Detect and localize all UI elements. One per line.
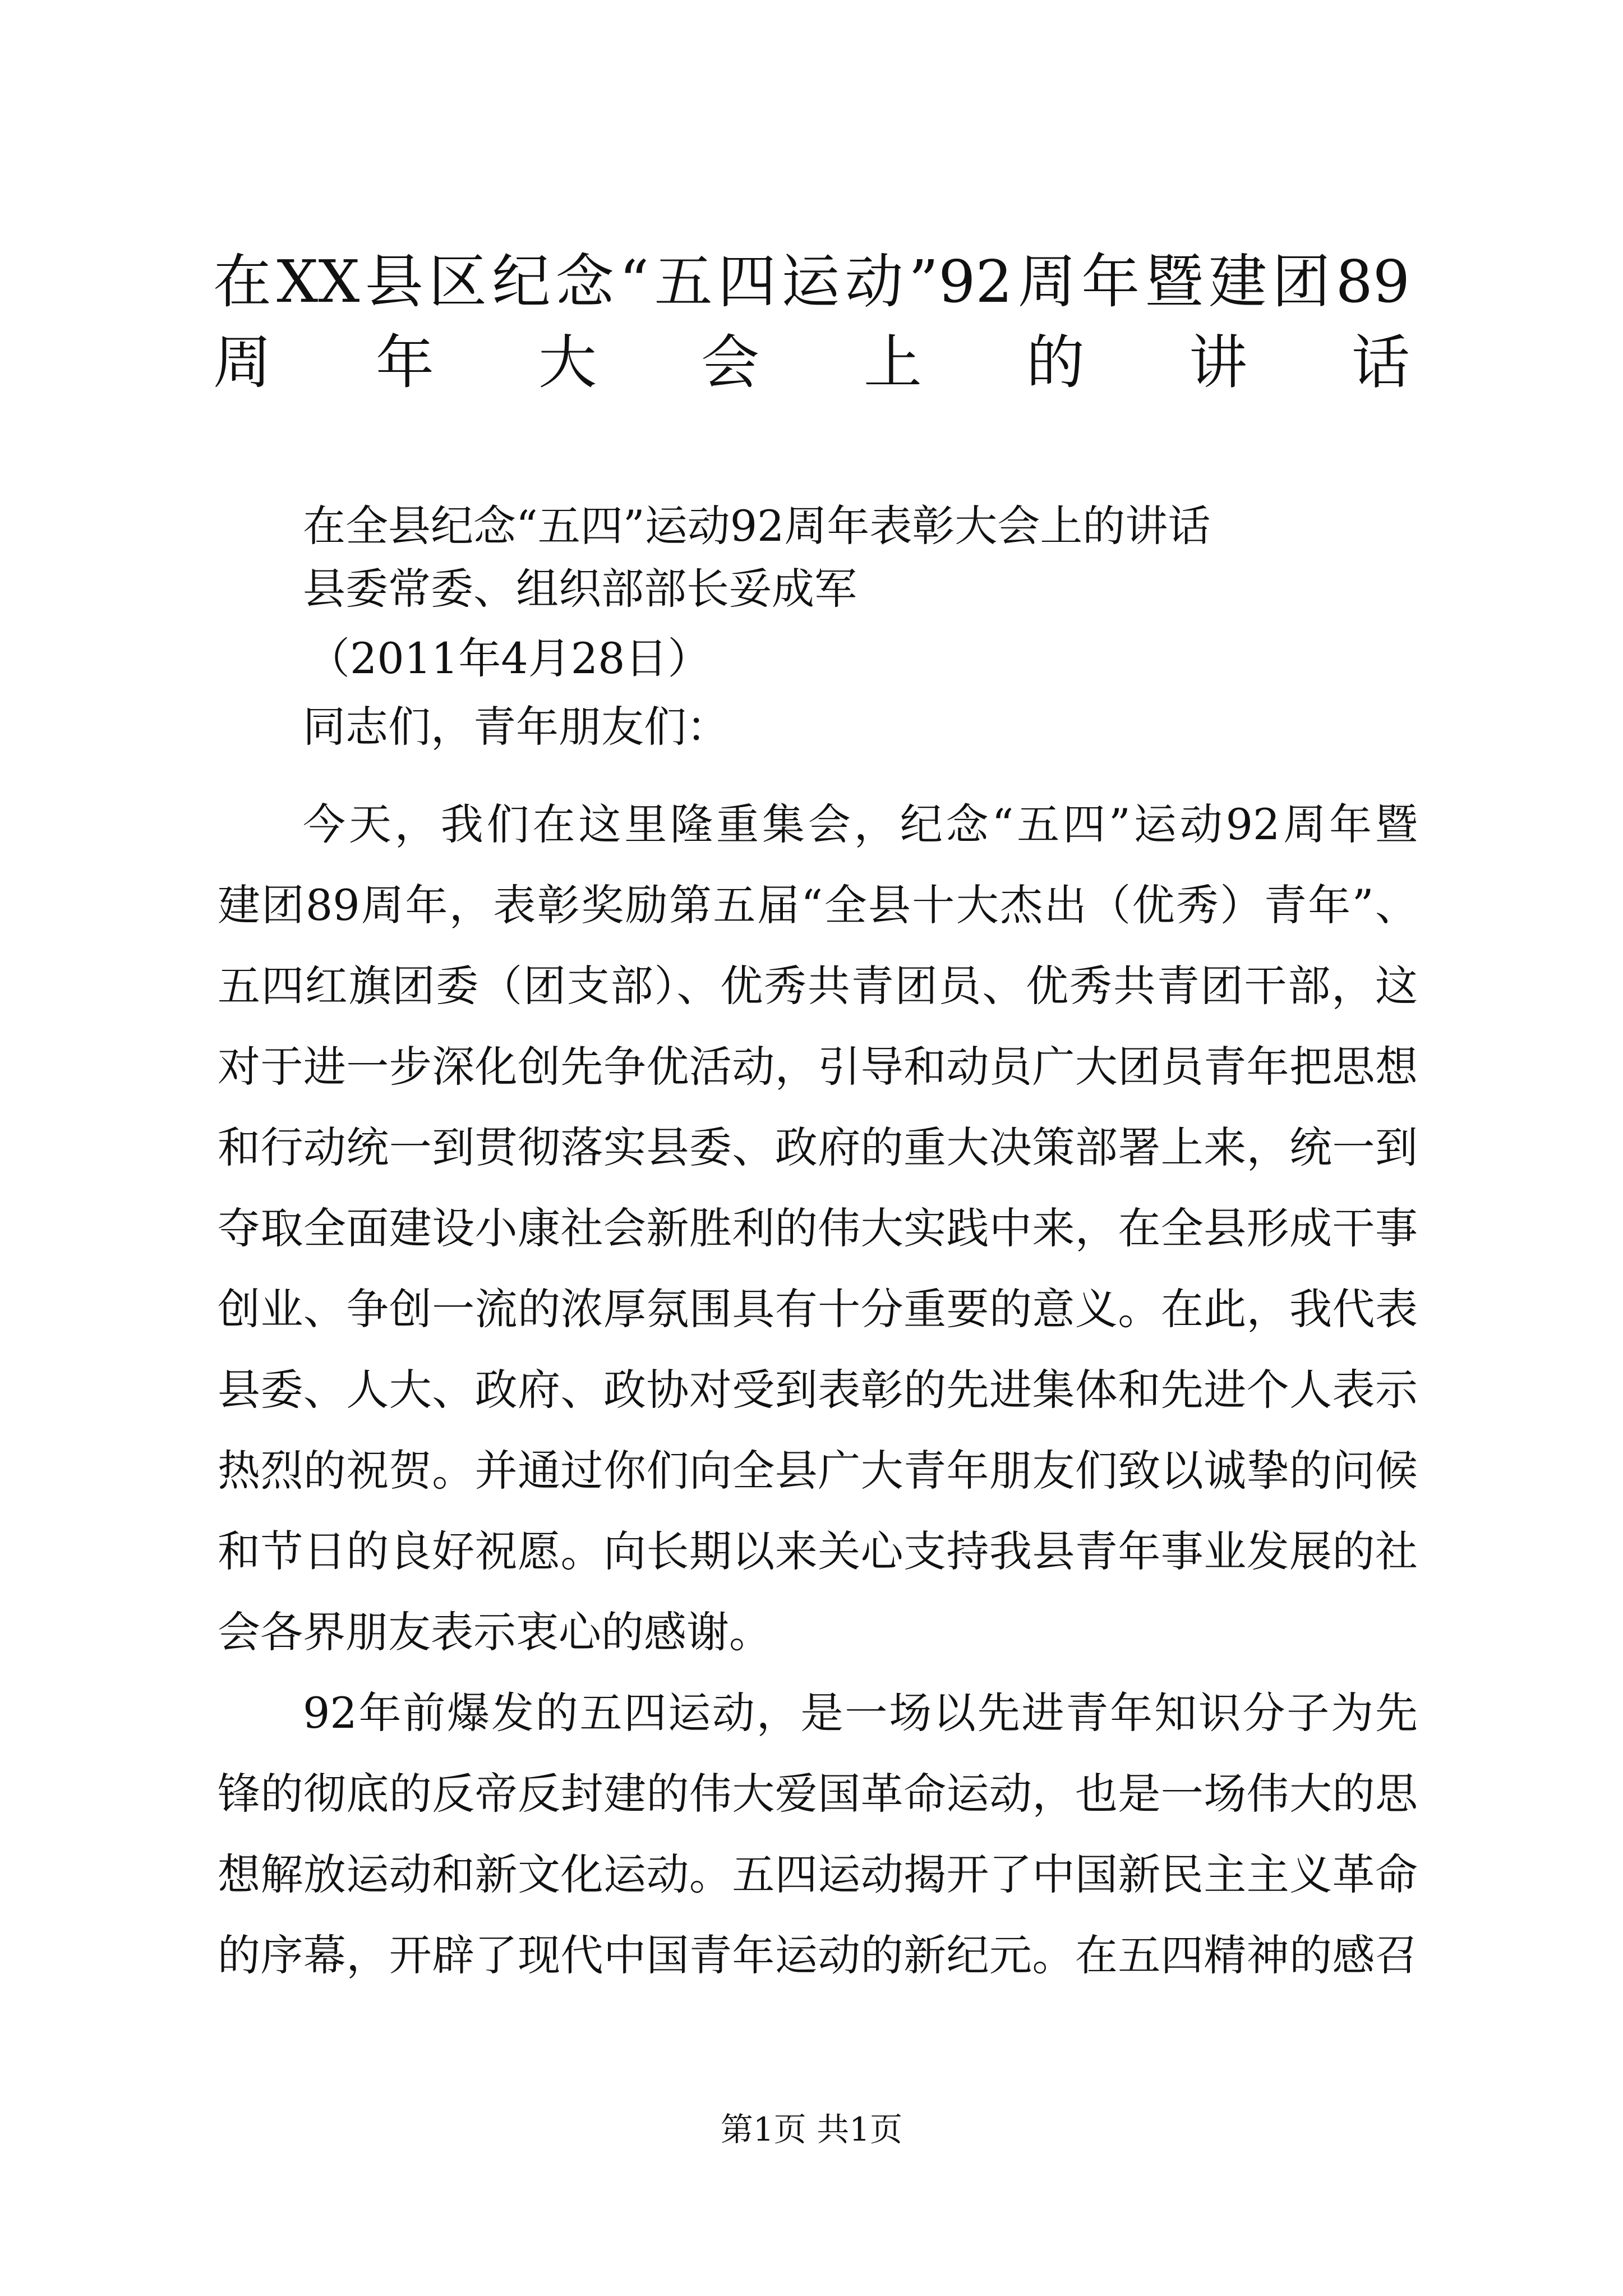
paragraph-line: 建团89周年，表彰奖励第五届“全县十大杰出（优秀）青年”、 [218, 880, 1418, 930]
paragraph-line: 锋的彻底的反帝反封建的伟大爱国革命运动，也是一场伟大的思 [218, 1769, 1418, 1819]
paragraph-1 [218, 784, 1418, 1673]
paragraph-line: 五四红旗团委（团支部）、优秀共青团员、优秀共青团干部，这 [218, 961, 1418, 1011]
paragraph-line: 夺取全面建设小康社会新胜利的伟大实践中来，在全县形成干事 [218, 1203, 1418, 1253]
subtitle: 在全县纪念“五四”运动92周年表彰大会上的讲话 [303, 501, 1211, 551]
speaker-line: 县委常委、组织部部长妥成军 [303, 564, 857, 614]
paragraph-line: 和节日的良好祝愿。向长期以来关心支持我县青年事业发展的社 [218, 1526, 1418, 1576]
title-line-2: 周年大会上的讲话 [213, 328, 1410, 397]
paragraph-2 [218, 1673, 1418, 1996]
page-footer: 第1页 共1页 [720, 2110, 903, 2148]
paragraph-line: 今天，我们在这里隆重集会，纪念“五四”运动92周年暨 [303, 799, 1418, 849]
paragraph-line: 创业、争创一流的浓厚氛围具有十分重要的意义。在此，我代表 [218, 1284, 1418, 1334]
paragraph-line: 会各界朋友表示衷心的感谢。 [218, 1607, 772, 1657]
paragraph-line: 热烈的祝贺。并通过你们向全县广大青年朋友们致以诚挚的问候 [218, 1446, 1418, 1496]
paragraph-line: 想解放运动和新文化运动。五四运动揭开了中国新民主主义革命 [218, 1849, 1418, 1899]
salutation: 同志们，青年朋友们： [303, 702, 729, 752]
paragraph-line: 92年前爆发的五四运动，是一场以先进青年知识分子为先 [303, 1688, 1418, 1738]
paragraph-line: 的序幕，开辟了现代中国青年运动的新纪元。在五四精神的感召 [218, 1930, 1418, 1980]
document-body [218, 784, 1418, 1996]
document-title [213, 241, 1410, 403]
paragraph-line: 对于进一步深化创先争优活动，引导和动员广大团员青年把思想 [218, 1042, 1418, 1092]
speech-date: （2011年4月28日） [307, 633, 711, 683]
paragraph-line: 县委、人大、政府、政协对受到表彰的先进集体和先进个人表示 [218, 1365, 1418, 1415]
paragraph-line: 和行动统一到贯彻落实县委、政府的重大决策部署上来，统一到 [218, 1122, 1418, 1172]
title-line-1: 在XX县区纪念“五四运动”92周年暨建团89 [213, 247, 1410, 316]
